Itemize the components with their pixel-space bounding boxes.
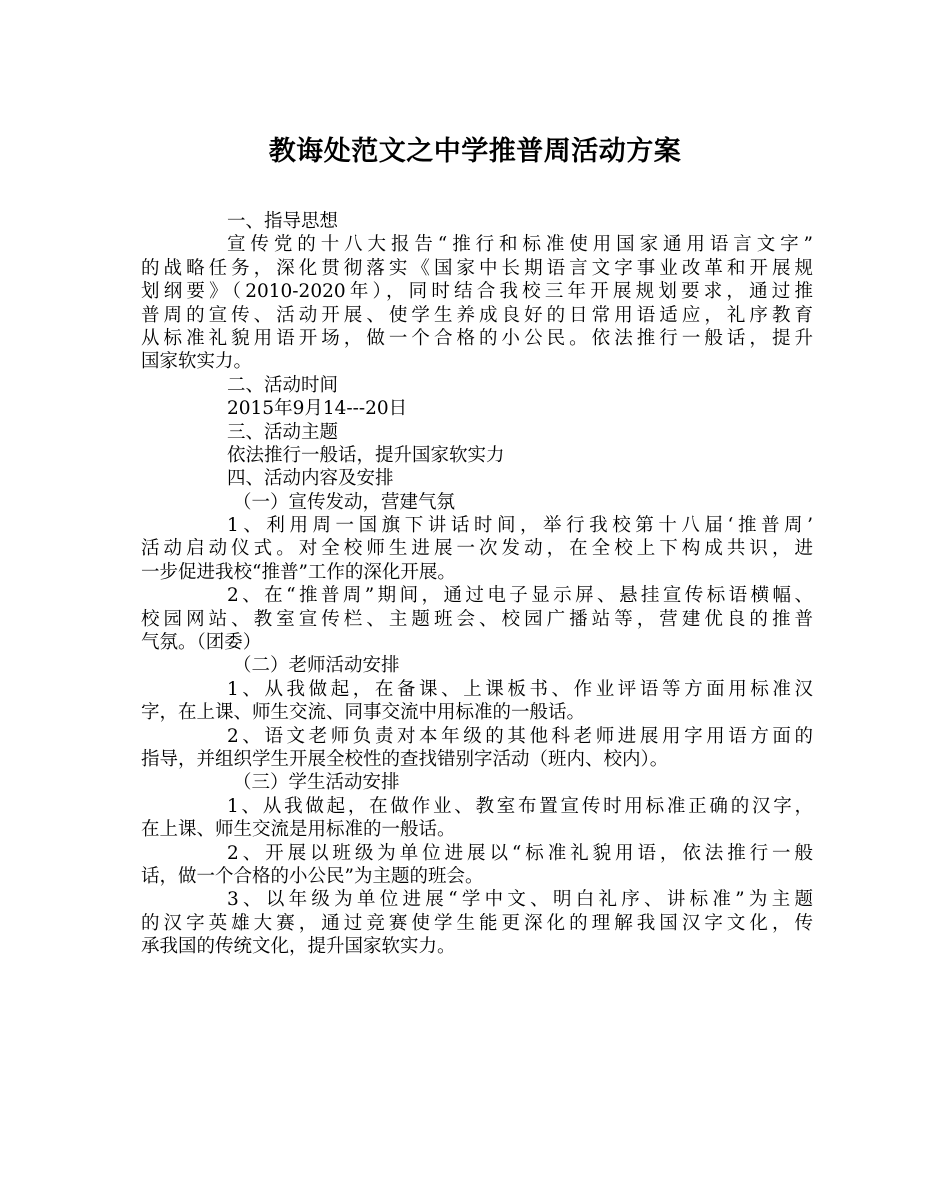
paragraph-line: 在上课、师生交流是用标准的一般话。 xyxy=(141,819,456,841)
subsection-heading-publicity: （一）宣传发动，营建气氛 xyxy=(233,491,456,513)
document-body xyxy=(141,210,813,959)
subsection-heading-teacher-activities: （二）老师活动安排 xyxy=(233,655,400,677)
paragraph-line: 承我国的传统文化，提升国家软实力。 xyxy=(141,936,456,958)
paragraph-line: 2、开展以班级为单位进展以“标准礼貌用语，依法推行一般 xyxy=(227,842,813,864)
list-item xyxy=(141,795,813,842)
paragraph-line: 3、以年级为单位进展“学中文、明白礼序、讲标准”为主题 xyxy=(227,889,813,911)
paragraph-line: 一步促进我校“推普”工作的深化开展。 xyxy=(141,561,456,583)
paragraph-line: 划纲要》（2010-2020年），同时结合我校三年开展规划要求，通过推 xyxy=(141,281,813,303)
list-item xyxy=(141,725,813,772)
activity-time-value: 2015年9月14---20日 xyxy=(227,398,408,420)
document-title: 教诲处范文之中学推普周活动方案 xyxy=(268,136,682,167)
list-item xyxy=(141,888,813,958)
list-item xyxy=(141,514,813,584)
paragraph-line: 国家软实力。 xyxy=(141,351,253,373)
paragraph-guiding-ideology xyxy=(141,233,813,373)
paragraph-line: 活动启动仪式。对全校师生进展一次发动，在全校上下构成共识，进 xyxy=(141,538,813,560)
paragraph-line: 话，做一个合格的小公民”为主题的班会。 xyxy=(141,865,484,887)
paragraph-line: 1、从我做起，在做作业、教室布置宣传时用标准正确的汉字， xyxy=(227,795,813,817)
paragraph-line: 宣传党的十八大报告“推行和标准使用国家通用语言文字” xyxy=(227,234,813,256)
list-item xyxy=(141,584,813,654)
section-heading-activity-time: 二、活动时间 xyxy=(227,374,339,396)
paragraph-line: 普周的宣传、活动开展、使学生养成良好的日常用语适应，礼序教育 xyxy=(141,304,813,326)
list-item xyxy=(141,678,813,725)
paragraph-line: 字，在上课、师生交流、同事交流中用标准的一般话。 xyxy=(141,702,586,724)
subsection-heading-student-activities: （三）学生活动安排 xyxy=(233,772,400,794)
paragraph-line: 1、利用周一国旗下讲话时间，举行我校第十八届‘推普周’ xyxy=(227,515,813,537)
paragraph-line: 校园网站、教室宣传栏、主题班会、校园广播站等，营建优良的推普 xyxy=(141,608,813,630)
section-heading-activity-theme: 三、活动主题 xyxy=(227,421,339,443)
section-heading-guiding-ideology: 一、指导思想 xyxy=(227,211,339,232)
activity-theme-value: 依法推行一般话，提升国家软实力 xyxy=(227,444,505,466)
section-heading-activity-content: 四、活动内容及安排 xyxy=(227,468,394,490)
paragraph-line: 指导，并组织学生开展全校性的查找错别字活动（班内、校内）。 xyxy=(141,748,669,770)
paragraph-line: 2、语文老师负责对本年级的其他科老师进展用字用语方面的 xyxy=(227,725,813,747)
paragraph-line: 的汉字英雄大赛，通过竞赛使学生能更深化的理解我国汉字文化，传 xyxy=(141,912,813,934)
paragraph-line: 从标准礼貌用语开场，做一个合格的小公民。依法推行一般话，提升 xyxy=(141,327,813,349)
paragraph-line: 2、在“推普周”期间，通过电子显示屏、悬挂宣传标语横幅、 xyxy=(227,585,813,607)
paragraph-line: 1、从我做起，在备课、上课板书、作业评语等方面用标准汉 xyxy=(227,678,813,700)
list-item xyxy=(141,842,813,889)
paragraph-line: 的战略任务，深化贯彻落实《国家中长期语言文字事业改革和开展规 xyxy=(141,257,813,279)
paragraph-line: 气氛。（团委） xyxy=(141,632,262,654)
